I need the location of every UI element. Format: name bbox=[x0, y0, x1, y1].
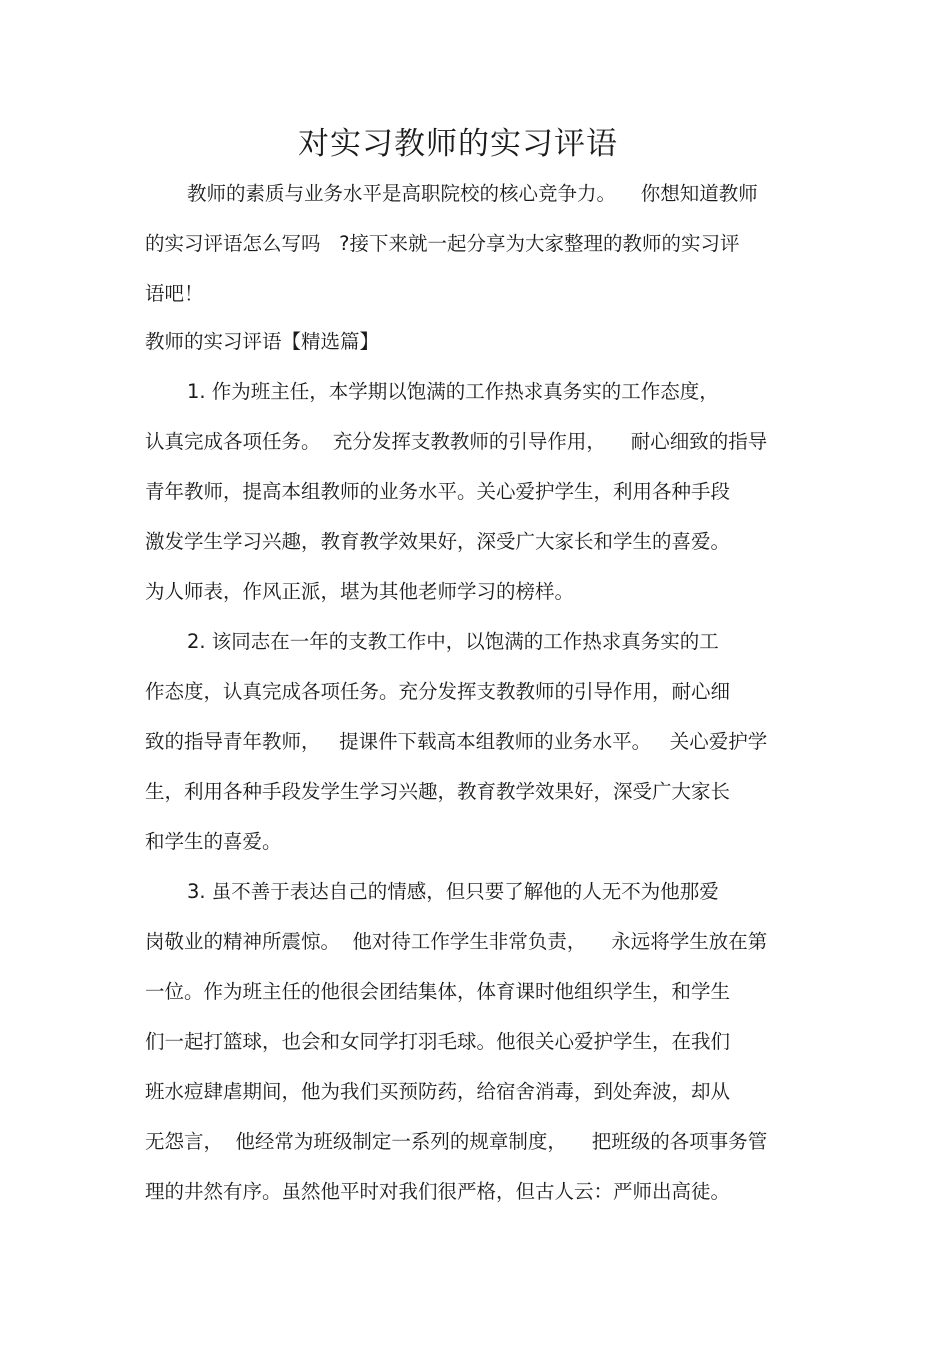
item-3-line-6: 无怨言， 他经常为班级制定一系列的规章制度， 把班级的各项事务管 bbox=[145, 1130, 768, 1153]
item-1-line-1: 1. 作为班主任，本学期以饱满的工作热求真务实的工作态度， bbox=[187, 380, 719, 403]
item-2-line-3: 致的指导青年教师， 提课件下载高本组教师的业务水平。 关心爱护学 bbox=[145, 730, 768, 753]
item-3-line-4: 们一起打篮球，也会和女同学打羽毛球。他很关心爱护学生，在我们 bbox=[145, 1030, 731, 1053]
item-1-line-5: 为人师表，作风正派，堪为其他老师学习的榜样。 bbox=[145, 580, 575, 603]
section-heading: 教师的实习评语【精选篇】 bbox=[145, 330, 380, 353]
item-3-line-3: 一位。作为班主任的他很会团结集体，体育课时他组织学生，和学生 bbox=[145, 980, 731, 1003]
document-title: 对实习教师的实习评语 bbox=[298, 126, 618, 162]
item-2-line-5: 和学生的喜爱。 bbox=[145, 830, 282, 853]
item-1-line-2: 认真完成各项任务。 充分发挥支教教师的引导作用， 耐心细致的指导 bbox=[145, 430, 768, 453]
item-3-line-2: 岗敬业的精神所震惊。 他对待工作学生非常负责， 永远将学生放在第 bbox=[145, 930, 768, 953]
intro-line-3: 语吧！ bbox=[145, 282, 204, 305]
item-1-line-4: 激发学生学习兴趣，教育教学效果好，深受广大家长和学生的喜爱。 bbox=[145, 530, 731, 553]
item-2-line-2: 作态度，认真完成各项任务。充分发挥支教教师的引导作用，耐心细 bbox=[145, 680, 731, 703]
intro-line-2: 的实习评语怎么写吗 ?接下来就一起分享为大家整理的教师的实习评 bbox=[145, 232, 740, 255]
item-3-line-1: 3. 虽不善于表达自己的情感，但只要了解他的人无不为他那爱 bbox=[187, 880, 719, 903]
item-3-line-7: 理的井然有序。虽然他平时对我们很严格，但古人云：严师出高徒。 bbox=[145, 1180, 731, 1203]
item-2-line-4: 生，利用各种手段发学生学习兴趣，教育教学效果好，深受广大家长 bbox=[145, 780, 731, 803]
item-1-line-3: 青年教师，提高本组教师的业务水平。关心爱护学生，利用各种手段 bbox=[145, 480, 731, 503]
item-2-line-1: 2. 该同志在一年的支教工作中，以饱满的工作热求真务实的工 bbox=[187, 630, 719, 653]
item-3-line-5: 班水痘肆虐期间，他为我们买预防药，给宿舍消毒，到处奔波，却从 bbox=[145, 1080, 731, 1103]
intro-line-1: 教师的素质与业务水平是高职院校的核心竞争力。 你想知道教师 bbox=[187, 182, 758, 205]
